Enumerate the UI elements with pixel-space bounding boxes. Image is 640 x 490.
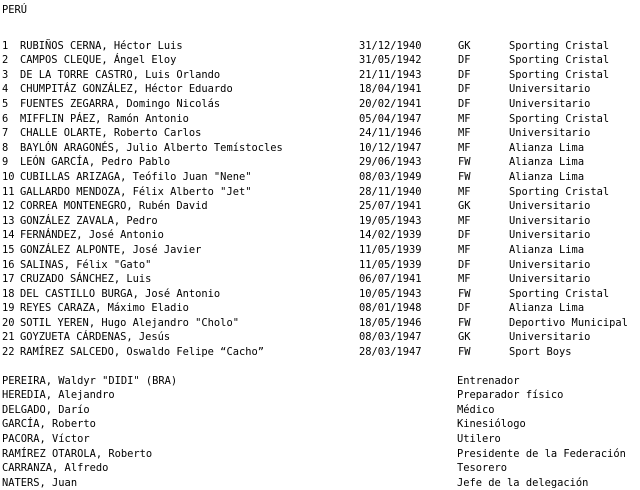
player-birthdate: 20/02/1941 — [359, 97, 422, 110]
staff-row — [2, 476, 638, 490]
player-birthdate: 21/11/1943 — [359, 68, 422, 81]
player-row — [2, 39, 638, 54]
player-number: 17 — [2, 273, 15, 286]
player-row — [2, 243, 638, 258]
player-birthdate: 25/07/1941 — [359, 200, 422, 213]
player-position: MF — [458, 127, 471, 140]
staff-role: Preparador físico — [457, 389, 564, 402]
player-club: Universitario — [509, 273, 591, 286]
player-position: FW — [458, 316, 471, 329]
player-club: Universitario — [509, 83, 591, 96]
staff-row — [2, 417, 638, 432]
player-name: DEL CASTILLO BURGA, José Antonio — [20, 287, 221, 300]
player-position: MF — [458, 214, 471, 227]
player-number: 5 — [2, 97, 9, 110]
staff-row — [2, 388, 638, 403]
player-birthdate: 05/04/1947 — [359, 112, 422, 125]
staff-row — [2, 447, 638, 462]
player-birthdate: 24/11/1946 — [359, 127, 422, 140]
player-birthdate: 28/03/1947 — [359, 346, 422, 359]
player-number: 11 — [2, 185, 15, 198]
staff-name: RAMÍREZ OTAROLA, Roberto — [2, 447, 153, 460]
team-title: PERÚ — [2, 4, 28, 16]
player-birthdate: 31/05/1942 — [359, 54, 422, 67]
player-position: GK — [458, 39, 471, 52]
player-name: DE LA TORRE CASTRO, Luis Orlando — [20, 68, 221, 81]
player-number: 20 — [2, 316, 15, 329]
staff-row — [2, 403, 638, 418]
staff-role: Kinesiólogo — [457, 418, 526, 431]
player-club: Sport Boys — [509, 346, 572, 359]
player-club: Universitario — [509, 200, 591, 213]
player-row — [2, 126, 638, 141]
player-row — [2, 68, 638, 83]
player-birthdate: 14/02/1939 — [359, 229, 422, 242]
player-row — [2, 97, 638, 112]
player-name: REYES CARAZA, Máximo Eladio — [20, 302, 189, 315]
staff-role: Tesorero — [457, 462, 508, 475]
player-birthdate: 18/05/1946 — [359, 316, 422, 329]
player-name: CHUMPITÁZ GONZÁLEZ, Héctor Eduardo — [20, 83, 233, 96]
player-position: DF — [458, 258, 471, 271]
player-name: CHALLE OLARTE, Roberto Carlos — [20, 127, 202, 140]
player-number: 6 — [2, 112, 9, 125]
player-club: Universitario — [509, 229, 591, 242]
player-row — [2, 170, 638, 185]
player-club: Deportivo Municipal — [509, 316, 628, 329]
player-number: 4 — [2, 83, 9, 96]
player-number: 15 — [2, 243, 15, 256]
player-birthdate: 29/06/1943 — [359, 156, 422, 169]
spacer — [2, 18, 638, 39]
player-row — [2, 228, 638, 243]
player-name: FERNÁNDEZ, José Antonio — [20, 229, 164, 242]
player-club: Sporting Cristal — [509, 39, 610, 52]
player-club: Universitario — [509, 331, 591, 344]
player-birthdate: 28/11/1940 — [359, 185, 422, 198]
player-number: 8 — [2, 141, 9, 154]
roster-document — [2, 3, 638, 490]
player-number: 22 — [2, 346, 15, 359]
staff-name: PACORA, Víctor — [2, 433, 90, 446]
player-club: Sporting Cristal — [509, 54, 610, 67]
player-birthdate: 10/12/1947 — [359, 141, 422, 154]
player-number: 2 — [2, 54, 9, 67]
player-number: 7 — [2, 127, 9, 140]
player-club: Sporting Cristal — [509, 68, 610, 81]
player-row — [2, 287, 638, 302]
player-row — [2, 330, 638, 345]
player-position: GK — [458, 200, 471, 213]
staff-row — [2, 374, 638, 389]
player-position: FW — [458, 170, 471, 183]
player-club: Alianza Lima — [509, 156, 585, 169]
player-club: Alianza Lima — [509, 141, 585, 154]
player-name: SALINAS, Félix "Gato" — [20, 258, 152, 271]
player-position: FW — [458, 156, 471, 169]
player-number: 18 — [2, 287, 15, 300]
player-number: 3 — [2, 68, 9, 81]
spacer — [2, 360, 638, 374]
player-position: FW — [458, 287, 471, 300]
player-row — [2, 199, 638, 214]
player-position: DF — [458, 68, 471, 81]
staff-role: Entrenador — [457, 374, 520, 387]
player-position: DF — [458, 229, 471, 242]
player-position: MF — [458, 141, 471, 154]
staff-list — [2, 374, 638, 490]
player-row — [2, 214, 638, 229]
player-row — [2, 272, 638, 287]
player-club: Sporting Cristal — [509, 287, 610, 300]
player-birthdate: 18/04/1941 — [359, 83, 422, 96]
player-position: FW — [458, 346, 471, 359]
player-name: RUBIÑOS CERNA, Héctor Luis — [20, 39, 183, 52]
player-number: 14 — [2, 229, 15, 242]
player-club: Sporting Cristal — [509, 185, 610, 198]
player-club: Alianza Lima — [509, 243, 585, 256]
player-birthdate: 08/03/1947 — [359, 331, 422, 344]
staff-role: Jefe de la delegación — [457, 476, 589, 489]
player-name: CUBILLAS ARIZAGA, Teófilo Juan "Nene" — [20, 170, 252, 183]
player-number: 21 — [2, 331, 15, 344]
staff-name: DELGADO, Darío — [2, 403, 90, 416]
player-club: Universitario — [509, 258, 591, 271]
player-number: 12 — [2, 200, 15, 213]
staff-role: Médico — [457, 403, 495, 416]
player-name: SOTIL YEREN, Hugo Alejandro "Cholo" — [20, 316, 239, 329]
player-birthdate: 08/01/1948 — [359, 302, 422, 315]
player-name: GONZÁLEZ ALPONTE, José Javier — [20, 243, 202, 256]
player-name: RAMÍREZ SALCEDO, Oswaldo Felipe “Cacho” — [20, 346, 264, 359]
player-position: MF — [458, 112, 471, 125]
player-club: Alianza Lima — [509, 170, 585, 183]
player-name: GOYZUETA CÁRDENAS, Jesús — [20, 331, 171, 344]
player-position: DF — [458, 54, 471, 67]
player-birthdate: 10/05/1943 — [359, 287, 422, 300]
player-name: GALLARDO MENDOZA, Félix Alberto "Jet" — [20, 185, 252, 198]
player-row — [2, 185, 638, 200]
player-name: FUENTES ZEGARRA, Domingo Nicolás — [20, 97, 221, 110]
player-name: LEÓN GARCÍA, Pedro Pablo — [20, 156, 171, 169]
player-row — [2, 112, 638, 127]
player-number: 19 — [2, 302, 15, 315]
staff-name: PEREIRA, Waldyr "DIDI" (BRA) — [2, 374, 178, 387]
player-birthdate: 11/05/1939 — [359, 258, 422, 271]
player-number: 9 — [2, 156, 9, 169]
player-name: CORREA MONTENEGRO, Rubén David — [20, 200, 208, 213]
player-club: Sporting Cristal — [509, 112, 610, 125]
staff-name: CARRANZA, Alfredo — [2, 462, 109, 475]
player-name: GONZÁLEZ ZAVALA, Pedro — [20, 214, 158, 227]
player-name: MIFFLIN PÁEZ, Ramón Antonio — [20, 112, 189, 125]
player-birthdate: 08/03/1949 — [359, 170, 422, 183]
staff-role: Utilero — [457, 433, 501, 446]
player-position: MF — [458, 243, 471, 256]
staff-role: Presidente de la Federación — [457, 447, 626, 460]
player-club: Alianza Lima — [509, 302, 585, 315]
player-birthdate: 31/12/1940 — [359, 39, 422, 52]
player-position: MF — [458, 185, 471, 198]
staff-name: GARCÍA, Roberto — [2, 418, 96, 431]
player-row — [2, 345, 638, 360]
player-row — [2, 258, 638, 273]
player-birthdate: 11/05/1939 — [359, 243, 422, 256]
player-number: 16 — [2, 258, 15, 271]
player-list — [2, 39, 638, 360]
player-row — [2, 155, 638, 170]
player-row — [2, 141, 638, 156]
player-club: Universitario — [509, 214, 591, 227]
staff-name: HEREDIA, Alejandro — [2, 389, 115, 402]
player-position: DF — [458, 83, 471, 96]
player-position: DF — [458, 97, 471, 110]
player-birthdate: 06/07/1941 — [359, 273, 422, 286]
player-position: MF — [458, 273, 471, 286]
player-row — [2, 301, 638, 316]
player-row — [2, 82, 638, 97]
player-position: GK — [458, 331, 471, 344]
player-name: CAMPOS CLEQUE, Ángel Eloy — [20, 54, 177, 67]
player-position: DF — [458, 302, 471, 315]
staff-row — [2, 432, 638, 447]
staff-name: NATERS, Juan — [2, 476, 78, 489]
player-birthdate: 19/05/1943 — [359, 214, 422, 227]
player-number: 10 — [2, 170, 15, 183]
player-club: Universitario — [509, 97, 591, 110]
player-club: Universitario — [509, 127, 591, 140]
player-row — [2, 53, 638, 68]
player-row — [2, 316, 638, 331]
player-number: 13 — [2, 214, 15, 227]
player-name: CRUZADO SÁNCHEZ, Luis — [20, 273, 152, 286]
player-name: BAYLÓN ARAGONÉS, Julio Alberto Temístocles — [20, 141, 283, 154]
player-number: 1 — [2, 39, 9, 52]
